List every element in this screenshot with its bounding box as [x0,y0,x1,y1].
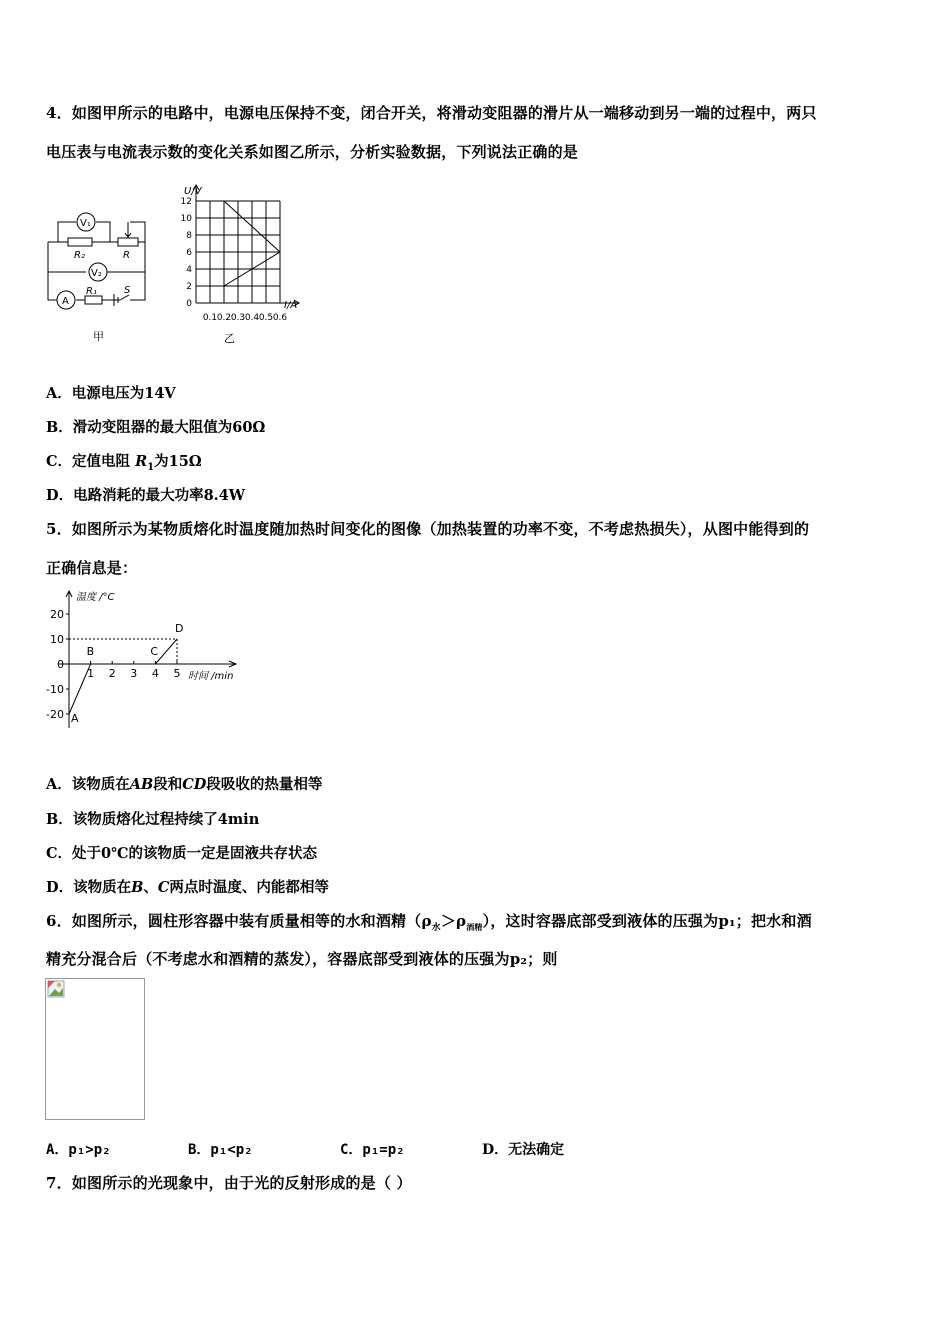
v2-label: V₂ [91,268,102,279]
melt-xtick: 4 [151,667,159,680]
q6-line1-gt: ＞ρ [440,912,467,930]
q6-sub-water: 水 [431,923,441,933]
q5-option-a[interactable] [46,773,322,794]
q5-option-a-ab: AB [129,776,154,793]
q4-text-line1: 4．如图甲所示的电路中，电源电压保持不变，闭合开关，将滑动变阻器的滑片从一端移动到另一端的过程中，两只 [46,104,817,122]
q4-option-c-pre: C．定值电阻 [46,453,136,470]
melt-xtick: 1 [87,667,95,680]
q4-option-c-post: 为15Ω [154,453,202,470]
graph-yi [160,180,310,345]
melt-point-label-C: C [150,645,159,658]
melt-ytick: 10 [50,633,64,646]
yi-ytick: 8 [186,231,192,241]
q6-line1-pre: 6．如图所示，圆柱形容器中装有质量相等的水和酒精（ρ [46,912,432,930]
q5-text-line2: 正确信息是： [46,559,138,577]
q4-option-b[interactable]: B．滑动变阻器的最大阻值为60Ω [46,419,266,436]
melt-xlabel: 时间 /min [188,671,234,682]
melt-xtick: 5 [173,667,181,680]
yi-xtick: 0.5 [258,313,274,323]
melt-ytick: 0 [57,658,64,671]
q5-option-d-post: 两点时温度、内能都相等 [169,879,329,896]
melt-ytick: -20 [46,708,64,721]
q5-option-a-mid: 段和 [153,776,183,793]
yi-ytick: 0 [186,299,192,309]
broken-image-icon [47,980,65,998]
resistor-r [118,238,138,246]
yi-ytick: 12 [180,197,192,207]
s-label: S [124,285,131,296]
resistor-r1 [85,296,102,304]
q6-option-b[interactable]: B．p₁<p₂ [188,1142,253,1158]
q5-text-line1: 5．如图所示为某物质熔化时温度随加热时间变化的图像（加热装置的功率不变，不考虑热损失），从图中能得到的 [46,520,810,538]
q4-option-c-var: R [135,453,148,470]
yi-xtick: 0.2 [216,313,232,323]
q5-option-d[interactable] [46,876,329,897]
yi-ylabel: U/V [184,186,202,197]
melt-ytick: -10 [46,683,64,696]
q6-option-c[interactable]: C．p₁=p₂ [340,1142,405,1158]
circuit-wire [58,222,76,242]
yi-ytick: 4 [186,265,192,275]
yi-xtick: 0.1 [202,313,218,323]
circuit-wire [96,222,110,242]
q5-option-d-pre: D．该物质在 [46,879,132,896]
q5-option-a-post: 段吸收的热量相等 [206,776,323,793]
graph-melt [40,586,260,734]
melt-series-line [69,639,177,714]
r-label: R [123,250,130,261]
yi-ytick: 6 [186,248,192,258]
q4-option-c-sub: 1 [147,461,155,473]
q6-line1-post: ），这时容器底部受到液体的压强为p₁；把水和酒 [482,912,812,930]
yi-xtick: 0.4 [244,313,260,323]
yi-ytick: 10 [180,214,192,224]
broken-image-placeholder [45,978,145,1120]
melt-point-label-B: B [86,645,95,658]
r1-label: R₁ [86,286,97,297]
melt-ylabel: 温度 /°C [76,592,115,603]
yi-ytick: 2 [186,282,192,292]
yi-caption: 乙 [224,332,235,345]
melt-ytick: 20 [50,608,64,621]
yi-xtick: 0.6 [272,313,288,323]
circuit-caption: 甲 [93,330,104,343]
q5-option-a-cd: CD [182,776,207,793]
q6-option-d[interactable]: D．无法确定 [482,1142,565,1158]
melt-xtick: 3 [130,667,138,680]
a-label: A [62,296,69,307]
q6-sub-alcohol: 酒精 [466,922,483,932]
melt-point-label-A: A [71,712,79,725]
q4-option-a[interactable]: A．电源电压为14V [46,385,176,402]
resistor-r2 [68,238,92,246]
q4-text-line2: 电压表与电流表示数的变化关系如图乙所示，分析实验数据，下列说法正确的是 [46,143,579,161]
circuit-diagram [40,200,150,345]
q6-text-line1 [46,910,812,933]
q4-option-d[interactable]: D．电路消耗的最大功率8.4W [46,487,246,504]
circuit-wire-right [130,222,145,300]
q5-option-a-pre: A．该物质在 [46,776,130,793]
circuit-wire-left [48,242,62,300]
q5-option-b[interactable]: B．该物质熔化过程持续了4min [46,811,260,828]
yi-xlabel: I/A [284,300,298,311]
melt-xtick: 2 [108,667,116,680]
melt-point-label-D: D [175,622,184,635]
q6-text-line2: 精充分混合后（不考虑水和酒精的蒸发），容器底部受到液体的压强为p₂；则 [46,950,558,968]
r2-label: R₂ [74,250,85,261]
q4-option-c[interactable] [46,450,202,473]
q7-text-line1: 7．如图所示的光现象中，由于光的反射形成的是（ ） [46,1174,412,1192]
q5-option-c[interactable]: C．处于0℃的该物质一定是固液共存状态 [46,845,318,862]
v1-label: V₁ [80,218,91,229]
q5-option-d-mid: 、 [143,879,158,896]
yi-xtick: 0.3 [230,313,246,323]
q5-option-d-c: C [157,879,170,896]
q6-option-a[interactable]: A．p₁>p₂ [46,1142,111,1158]
q5-option-d-b: B [131,879,144,896]
